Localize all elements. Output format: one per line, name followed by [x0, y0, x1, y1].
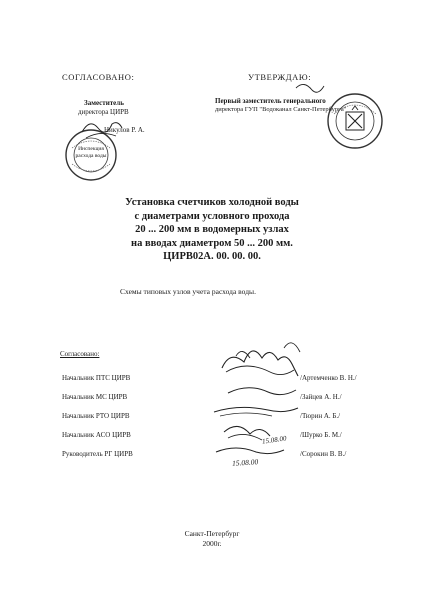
approval-left-heading: СОГЛАСОВАНО: [62, 72, 135, 82]
agreed-row-position: Руководитель РГ ЦИРВ [62, 450, 133, 458]
agreed-row-name: /Тюрин А. Б./ [300, 412, 341, 420]
agreed-row-position: Начальник ПТС ЦИРВ [62, 374, 131, 382]
approval-left-position-1: Заместитель [84, 99, 124, 107]
agreed-row-name: /Шурко Б. М./ [300, 431, 342, 439]
agreed-row-position: Начальник МС ЦИРВ [62, 393, 128, 401]
title-line-1: Установка счетчиков холодной воды [125, 197, 299, 208]
agreed-row-name: /Сорокин В. В./ [300, 450, 347, 458]
approval-left-position-2: директора ЦИРВ [78, 108, 129, 116]
approval-right-position-1: Первый заместитель генерального [215, 97, 326, 105]
footer-year: 2000г. [202, 539, 222, 548]
agreed-row-position: Начальник РТО ЦИРВ [62, 412, 130, 420]
round-stamp-left-text: Инспекция расхода воды [75, 146, 107, 159]
round-stamp-right [326, 92, 384, 150]
agreed-row-name: /Зайцев А. Н./ [300, 393, 342, 401]
title-line-3: 20 ... 200 мм в водомерных узлах [135, 224, 289, 235]
document-subtitle: Схемы типовых узлов учета расхода воды. [120, 287, 256, 296]
handwritten-date: 15.08.00 [261, 434, 287, 446]
agreed-heading: Согласовано: [60, 350, 100, 358]
handwritten-date: 15.08.00 [231, 457, 259, 468]
agreed-row-name: /Артемченко В. Н./ [300, 374, 357, 382]
approval-left-name: Никулов Р. А. [104, 126, 145, 134]
document-code: ЦИРВ02А. 00. 00. 00. [163, 251, 261, 262]
footer-city: Санкт-Петербург [184, 529, 240, 538]
title-line-4: на вводах диаметром 50 ... 200 мм. [131, 237, 293, 249]
document-footer [150, 529, 274, 549]
document-title [60, 196, 364, 264]
agreed-row-position: Начальник АСО ЦИРВ [62, 431, 131, 439]
title-line-2: с диаметрами условного прохода [134, 210, 290, 222]
approval-right-heading: УТВЕРЖДАЮ: [248, 72, 312, 82]
approval-right-position-2: директора ГУП "Водоканал Санкт-Петербурга" [215, 106, 347, 113]
